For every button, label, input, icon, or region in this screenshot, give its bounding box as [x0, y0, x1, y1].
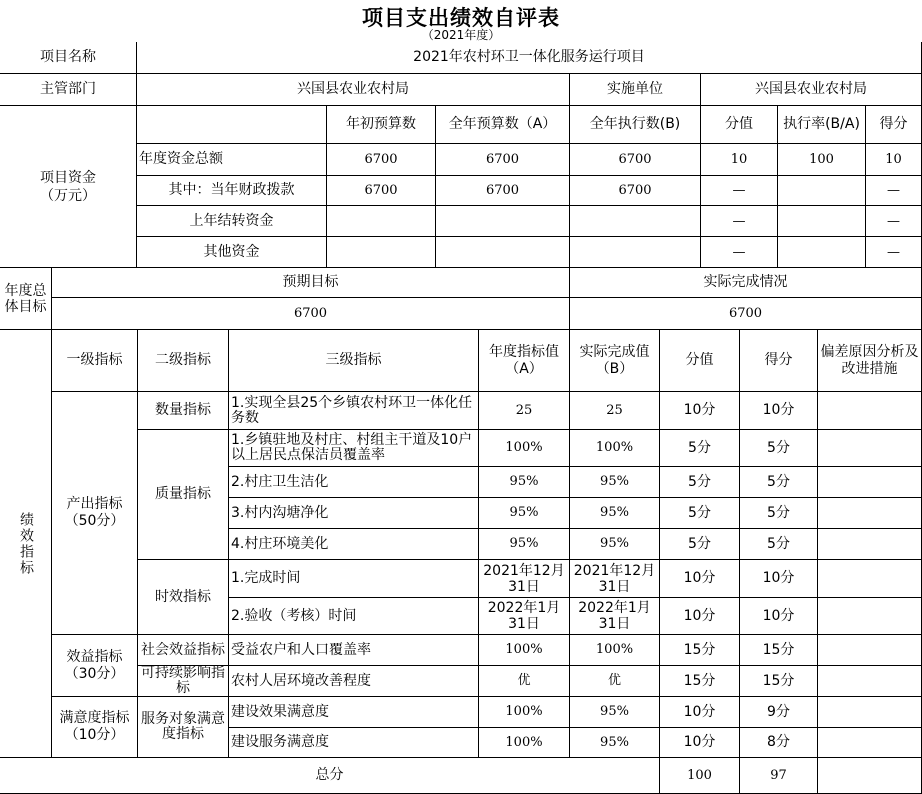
funds-row-value: — — [866, 176, 922, 206]
perf-header-5: 分值 — [660, 330, 740, 392]
perf-indicator: 4.村庄环境美化 — [229, 529, 479, 560]
funds-row-value — [436, 237, 570, 268]
funds-row-label: 年度资金总额 — [137, 144, 327, 176]
funds-header-blank — [137, 106, 327, 144]
perf-reason — [818, 635, 922, 666]
perf-header-2: 三级指标 — [229, 330, 479, 392]
perf-level1: 效益指标（30分） — [52, 635, 138, 697]
perf-score-value: 10分 — [660, 392, 740, 430]
perf-score-value: 10分 — [660, 560, 740, 598]
perf-reason — [818, 392, 922, 430]
perf-reason — [818, 560, 922, 598]
funds-header-1: 全年预算数（A） — [436, 106, 570, 144]
perf-indicator: 建设服务满意度 — [229, 728, 479, 758]
perf-header-3: 年度指标值（A） — [479, 330, 570, 392]
goal-actual-label: 实际完成情况 — [570, 268, 922, 298]
page-title: 项目支出绩效自评表 — [362, 6, 560, 30]
funds-row-value — [327, 206, 436, 237]
total-value: 100 — [660, 758, 740, 794]
funds-row-value: — — [701, 237, 778, 268]
perf-target: 100% — [479, 430, 570, 467]
perf-indicator: 建设效果满意度 — [229, 697, 479, 728]
perf-level2: 可持续影响指标 — [138, 666, 229, 697]
funds-row-value: 6700 — [436, 144, 570, 176]
perf-indicator: 2.村庄卫生洁化 — [229, 467, 479, 498]
funds-row-value — [570, 206, 701, 237]
perf-actual: 2022年1月31日 — [570, 598, 660, 635]
perf-reason — [818, 728, 922, 758]
perf-target: 2022年1月31日 — [479, 598, 570, 635]
perf-indicator: 1.实现全县25个乡镇农村环卫一体化任务数 — [229, 392, 479, 430]
perf-reason — [818, 666, 922, 697]
perf-score: 10分 — [740, 560, 818, 598]
total-reason — [818, 758, 922, 794]
impl-label: 实施单位 — [570, 74, 701, 106]
project-name-value: 2021年农村环卫一体化服务运行项目 — [137, 42, 922, 74]
funds-header-0: 年初预算数 — [327, 106, 436, 144]
funds-row-label: 上年结转资金 — [137, 206, 327, 237]
funds-label-line1: 项目资金 — [40, 169, 96, 186]
perf-score-value: 15分 — [660, 635, 740, 666]
perf-level1: 满意度指标（10分） — [52, 697, 138, 758]
total-label: 总分 — [0, 758, 660, 794]
goal-label: 年度总体目标 — [0, 268, 52, 330]
dept-label: 主管部门 — [0, 74, 137, 106]
perf-level2: 服务对象满意度指标 — [138, 697, 229, 758]
perf-actual: 100% — [570, 635, 660, 666]
perf-score: 5分 — [740, 529, 818, 560]
perf-level2: 质量指标 — [138, 430, 229, 560]
perf-target: 95% — [479, 467, 570, 498]
perf-score-value: 10分 — [660, 697, 740, 728]
funds-header-4: 执行率(B/A) — [778, 106, 866, 144]
funds-row-value: — — [866, 237, 922, 268]
project-name-label: 项目名称 — [0, 42, 137, 74]
perf-target: 100% — [479, 635, 570, 666]
perf-indicator: 1.乡镇驻地及村庄、村组主干道及10户以上居民点保洁员覆盖率 — [229, 430, 479, 467]
perf-header-7: 偏差原因分析及改进措施 — [818, 330, 922, 392]
funds-row-label: 其中：当年财政拨款 — [137, 176, 327, 206]
perf-level1: 产出指标（50分） — [52, 392, 138, 635]
funds-row-label: 其他资金 — [137, 237, 327, 268]
perf-level2: 数量指标 — [138, 392, 229, 430]
funds-row-value: 6700 — [436, 176, 570, 206]
funds-row-value: 100 — [778, 144, 866, 176]
page-subtitle: （2021年度） — [421, 28, 501, 42]
goal-expected-value: 6700 — [52, 298, 570, 330]
perf-reason — [818, 697, 922, 728]
funds-row-value — [570, 237, 701, 268]
perf-level2: 时效指标 — [138, 560, 229, 635]
perf-target: 优 — [479, 666, 570, 697]
perf-header-0: 一级指标 — [52, 330, 138, 392]
funds-row-value: 10 — [701, 144, 778, 176]
perf-header-4: 实际完成值（B） — [570, 330, 660, 392]
funds-header-2: 全年执行数(B) — [570, 106, 701, 144]
perf-target: 95% — [479, 529, 570, 560]
funds-row-value: 6700 — [570, 176, 701, 206]
perf-reason — [818, 529, 922, 560]
perf-target: 25 — [479, 392, 570, 430]
perf-reason — [818, 467, 922, 498]
funds-row-value — [778, 237, 866, 268]
funds-row-value — [778, 176, 866, 206]
perf-score: 10分 — [740, 598, 818, 635]
perf-actual: 100% — [570, 430, 660, 467]
perf-reason — [818, 498, 922, 529]
funds-label — [0, 106, 137, 268]
perf-score-value: 5分 — [660, 430, 740, 467]
funds-row-value: 6700 — [570, 144, 701, 176]
perf-indicator: 1.完成时间 — [229, 560, 479, 598]
perf-reason — [818, 430, 922, 467]
funds-label-line2: （万元） — [40, 187, 96, 204]
perf-actual: 95% — [570, 498, 660, 529]
perf-actual: 2021年12月31日 — [570, 560, 660, 598]
funds-row-value: 6700 — [327, 176, 436, 206]
perf-target: 2021年12月31日 — [479, 560, 570, 598]
perf-score: 9分 — [740, 697, 818, 728]
funds-header-5: 得分 — [866, 106, 922, 144]
impl-value: 兴国县农业农村局 — [701, 74, 922, 106]
perf-reason — [818, 598, 922, 635]
funds-row-value — [778, 206, 866, 237]
perf-score-value: 5分 — [660, 467, 740, 498]
perf-actual: 优 — [570, 666, 660, 697]
perf-actual: 95% — [570, 728, 660, 758]
perf-header-1: 二级指标 — [138, 330, 229, 392]
perf-score-value: 5分 — [660, 529, 740, 560]
perf-actual: 95% — [570, 697, 660, 728]
perf-indicator: 受益农户和人口覆盖率 — [229, 635, 479, 666]
perf-target: 95% — [479, 498, 570, 529]
perf-actual: 95% — [570, 467, 660, 498]
funds-row-value: — — [866, 206, 922, 237]
perf-target: 100% — [479, 728, 570, 758]
perf-score: 5分 — [740, 498, 818, 529]
perf-header-6: 得分 — [740, 330, 818, 392]
funds-row-value — [436, 206, 570, 237]
perf-side-label: 绩效指标 — [0, 330, 52, 758]
perf-score: 5分 — [740, 430, 818, 467]
perf-score: 15分 — [740, 635, 818, 666]
funds-row-value: 10 — [866, 144, 922, 176]
goal-actual-value: 6700 — [570, 298, 922, 330]
funds-row-value: — — [701, 176, 778, 206]
funds-row-value — [327, 237, 436, 268]
dept-value: 兴国县农业农村局 — [137, 74, 570, 106]
perf-score: 8分 — [740, 728, 818, 758]
perf-level2: 社会效益指标 — [138, 635, 229, 666]
perf-score: 10分 — [740, 392, 818, 430]
perf-score-value: 15分 — [660, 666, 740, 697]
perf-score-value: 10分 — [660, 598, 740, 635]
perf-score: 15分 — [740, 666, 818, 697]
perf-actual: 95% — [570, 529, 660, 560]
perf-indicator: 农村人居环境改善程度 — [229, 666, 479, 697]
goal-expected-label: 预期目标 — [52, 268, 570, 298]
perf-score-value: 10分 — [660, 728, 740, 758]
funds-row-value: 6700 — [327, 144, 436, 176]
funds-row-value: — — [701, 206, 778, 237]
perf-indicator: 3.村内沟塘净化 — [229, 498, 479, 529]
perf-actual: 25 — [570, 392, 660, 430]
perf-target: 100% — [479, 697, 570, 728]
funds-header-3: 分值 — [701, 106, 778, 144]
total-score: 97 — [740, 758, 818, 794]
perf-indicator: 2.验收（考核）时间 — [229, 598, 479, 635]
perf-score-value: 5分 — [660, 498, 740, 529]
perf-score: 5分 — [740, 467, 818, 498]
